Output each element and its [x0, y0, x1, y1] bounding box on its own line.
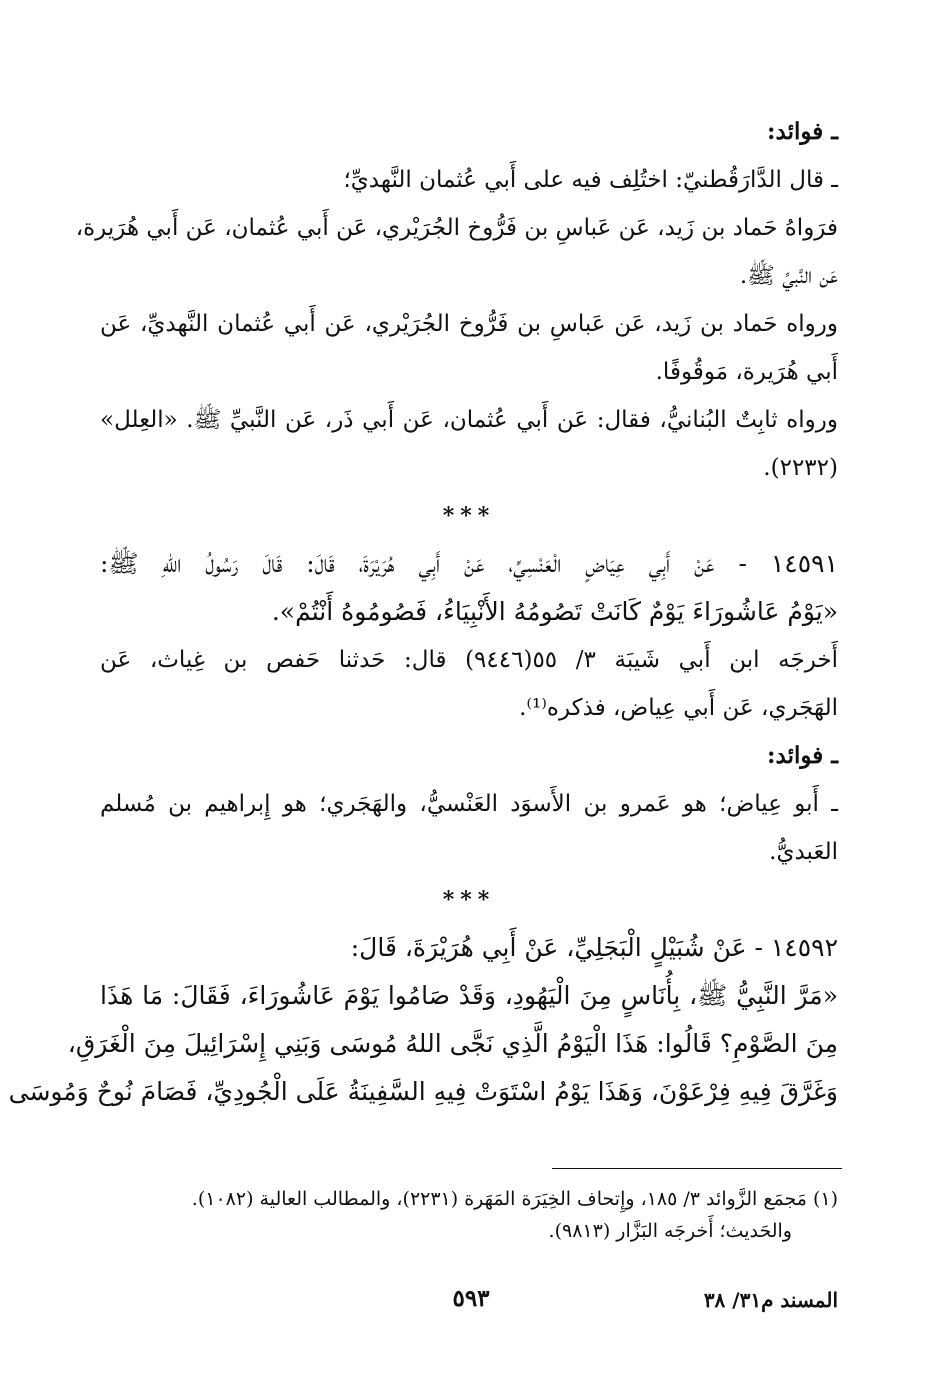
text-line: الهَجَري، عَن أَبي عِياض، فذكره⁽¹⁾.	[519, 695, 838, 721]
text-line: (٢٢٣٢).	[763, 455, 838, 481]
hadith-text-line: «يَوْمُ عَاشُورَاءَ يَوْمٌ كَانَتْ تَصُومُهُ الأَنْبِيَاءُ، فَصُومُوهُ أَنْتُمْ».	[271, 597, 838, 626]
volume-signature: المسند م٣١/ ٣٨	[703, 1288, 838, 1312]
section-separator: ***	[442, 887, 496, 913]
text-line: عَن النَّبيِّ ﷺ.	[739, 263, 838, 289]
hadith-text-line: «مَرَّ النَّبِيُّ ﷺ، بِأُنَاسٍ مِنَ الْيَهُودِ، وَقَدْ صَامُوا يَوْمَ عَاشُورَاءَ، فَقَالَ: مَا هَذَا	[100, 981, 838, 1010]
hadith-text-line: ١٤٥٩٢ - عَنْ شُبَيْلٍ الْبَجَلِيِّ، عَنْ أَبِي هُرَيْرَةَ، قَالَ:	[350, 933, 838, 962]
text-line: أَخرجَه ابن أَبي شَيبَة ٣/ ٥٥(٩٤٤٦) قال: حَدثنا حَفص بن غِياث، عَن	[100, 647, 838, 673]
text-line: ـ أَبو عِياض؛ هو عَمرو بن الأَسوَد العَنْسيُّ، والهَجَري؛ هو إِبراهيم بن مُسلم	[100, 791, 838, 817]
footnote-line: والحَديث؛ أَخرجَه البَزَّار (٩٨١٣).	[548, 1220, 792, 1242]
hadith-text-line: مِنَ الصَّوْمِ؟ قَالُوا: هَذَا الْيَوْمُ الَّذِي نَجَّى اللهُ مُوسَى وَبَنِي إِسْرَائِيلَ مِنَ الْغَرَقِ،	[67, 1029, 838, 1058]
hadith-text-line: ١٤٥٩١ - عَنْ أَبِي عِيَاضٍ الْعَنْسِيِّ، عَنْ أَبِي هُرَيْرَةَ، قَالَ: قَالَ رَسُولُ اللهِ ﷺ:	[100, 549, 838, 578]
footnote-rule	[552, 1168, 842, 1169]
hadith-text-line: وَغَرَّقَ فِيهِ فِرْعَوْنَ، وَهَذَا يَوْمُ اسْتَوَتْ فِيهِ السَّفِينَةُ عَلَى الْجُودِيِّ، فَصَامَ نُوحٌ وَمُوسَى	[8, 1077, 838, 1106]
page-number: ٥٩٣	[452, 1285, 490, 1312]
fawaid-heading: ـ فوائد:	[767, 118, 838, 145]
fawaid-heading: ـ فوائد:	[767, 742, 838, 769]
text-line: فرَواهُ حَماد بن زَيد، عَن عَباسِ بن فَرُّوخ الجُرَيْري، عَن أَبي عُثمان، عَن أَبي هُرَيرة،	[75, 215, 838, 241]
text-line: ـ قال الدَّارَقُطنيّ: اختُلِف فيه على أَبي عُثمان النَّهديِّ؛	[343, 167, 838, 193]
text-line: العَبديُّ.	[769, 839, 838, 865]
section-separator: ***	[442, 503, 496, 529]
footnote-line: (١) مَجمَع الزَّوائد ٣/ ١٨٥، وإِتحاف الخِيَرَة المَهَرة (٢٢٣١)، والمطالب العالية (١٠٨٢).	[191, 1188, 838, 1210]
text-line: أَبي هُرَيرة، مَوقُوفًا.	[655, 359, 838, 385]
text-line: ورواه ثابِتٌ البُنانيُّ، فقال: عَن أَبي عُثمان، عَن أَبي ذَر، عَن النَّبيِّ ﷺ. «العِلل»	[100, 407, 838, 433]
text-line: ورواه حَماد بن زَيد، عَن عَباسِ بن فَرُّوخ الجُرَيْري، عَن أَبي عُثمان النَّهديِّ، عَن	[100, 311, 838, 337]
